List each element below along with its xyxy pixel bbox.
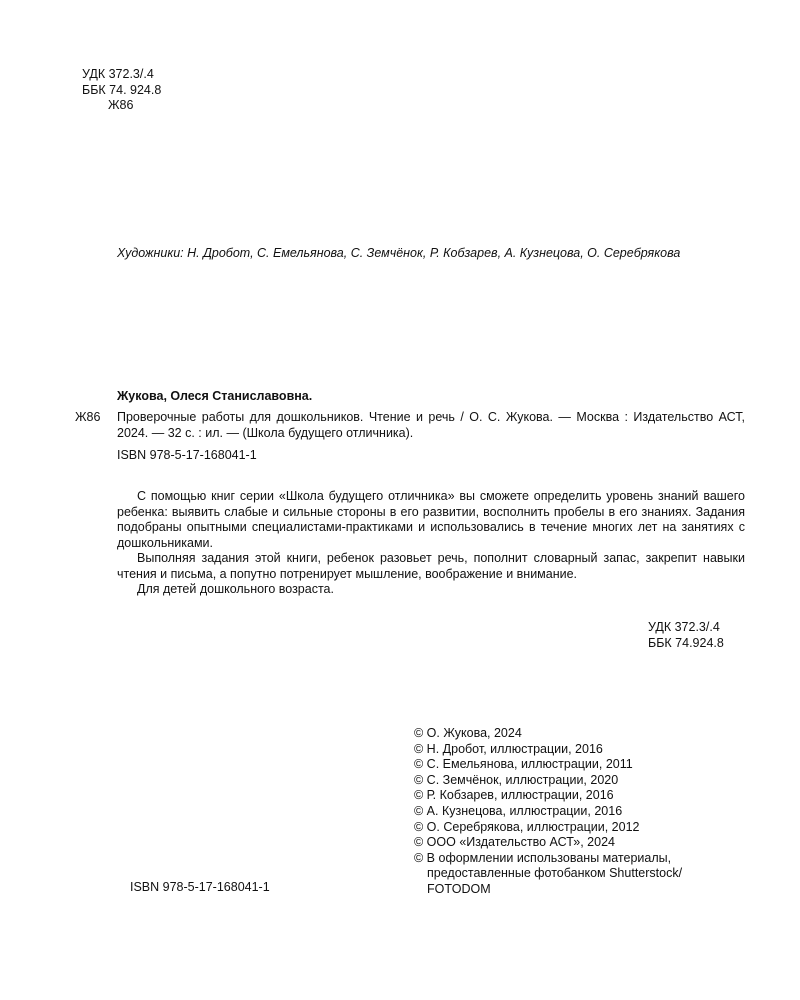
copyright-line: © О. Жукова, 2024 [414,726,522,740]
copyright-line: © С. Земчёнок, иллюстрации, 2020 [414,772,619,787]
bbk-code-top: ББК 74. 924.8 [82,82,162,97]
copyright-line: © Н. Дробот, иллюстрации, 2016 [414,741,603,756]
copyright-line: © Р. Кобзарев, иллюстрации, 2016 [414,788,614,803]
bibliographic-description: Проверочные работы для дошкольников. Чтение и речь / О. С. Жукова. — Москва : Издательство АСТ, 2024. — 32 с. : ил. — (Школа будущего отличника). [117,410,745,440]
right-classification-block [648,620,724,651]
copyright-line: © О. Серебрякова, иллюстрации, 2012 [414,819,640,834]
bbk-code-right: ББК 74.924.8 [648,635,724,650]
copyright-list [414,726,682,898]
top-classification-block [82,67,161,114]
artists-credit: Художники: Н. Дробот, С. Емельянова, С. Земчёнок, Р. Кобзарев, А. Кузнецова, О. Серебрякова [117,246,681,260]
copyright-continuation: FOTODOM [427,881,491,896]
annotation [117,489,745,598]
copyright-line: © ООО «Издательство АСТ», 2024 [414,835,615,850]
copyright-line: © В оформлении использованы материалы, [414,850,672,865]
author-sign-catalog: Ж86 [75,410,101,424]
udk-code-right: УДК 372.3/.4 [648,620,720,634]
isbn-bottom: ISBN 978-5-17-168041-1 [130,880,270,894]
author-heading: Жукова, Олеся Станиславовна. [117,389,313,403]
isbn-catalog: ISBN 978-5-17-168041-1 [117,448,257,462]
copyright-line: © С. Емельянова, иллюстрации, 2011 [414,757,633,772]
annotation-paragraph: Для детей дошкольного возраста. [137,582,334,596]
udk-code-top: УДК 372.3/.4 [82,67,154,81]
annotation-paragraph: Выполняя задания этой книги, ребенок разовьет речь, пополнит словарный запас, закрепит навыки чтения и письма, а попутно потренирует мышление, воображение и внимание. [117,551,745,581]
copyright-continuation: предоставленные фотобанком Shutterstock/ [427,866,683,881]
author-sign-top: Ж86 [108,98,134,112]
annotation-paragraph: С помощью книг серии «Школа будущего отличника» вы сможете определить уровень знаний вашего ребенка: выявить слабые и сильные стороны в его развитии, восполнить пробелы в его знаниях. Задания подобраны опытными специалистами-практиками и использовались в течение многих лет на занятиях с дошкольниками. [117,489,745,550]
copyright-line: © А. Кузнецова, иллюстрации, 2016 [414,803,623,818]
